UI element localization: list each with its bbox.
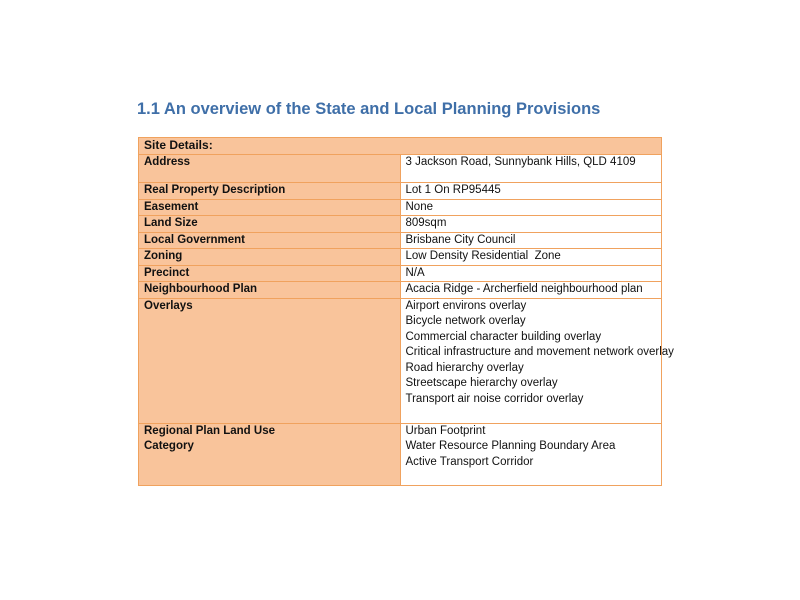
table-row-easement	[139, 199, 662, 216]
overlay-item: Commercial character building overlay	[405, 330, 602, 343]
table-row-real-property	[139, 183, 662, 200]
row-value-real-property: Lot 1 On RP95445	[400, 183, 662, 200]
regional-plan-item: Urban Footprint	[405, 424, 486, 437]
row-value-precinct: N/A	[400, 265, 662, 282]
row-value-easement: None	[400, 199, 662, 216]
row-label-local-government: Local Government	[139, 232, 401, 249]
table-row-neighbourhood-plan	[139, 282, 662, 299]
regional-plan-label-line: Regional Plan Land Use	[144, 424, 275, 437]
row-value-neighbourhood-plan: Acacia Ridge - Archerfield neighbourhood plan	[400, 282, 662, 299]
overlay-item: Critical infrastructure and movement network overlay	[405, 346, 674, 358]
overlay-item: Road hierarchy overlay	[405, 361, 524, 374]
row-value-local-government: Brisbane City Council	[400, 232, 662, 249]
overlay-item: Transport air noise corridor overlay	[405, 392, 584, 405]
table-row-zoning	[139, 249, 662, 266]
table-row-overlays	[139, 298, 662, 423]
overlay-item: Streetscape hierarchy overlay	[405, 377, 558, 389]
row-label-land-size: Land Size	[139, 216, 401, 233]
row-label-overlays: Overlays	[139, 298, 401, 423]
table-row-precinct	[139, 265, 662, 282]
row-label-easement: Easement	[139, 199, 401, 216]
table-header-row	[139, 138, 662, 155]
row-label-real-property: Real Property Description	[139, 183, 401, 200]
row-label-regional-plan	[139, 423, 401, 485]
table-row-local-government	[139, 232, 662, 249]
regional-plan-item: Active Transport Corridor	[405, 455, 534, 468]
row-value-overlays	[400, 298, 674, 423]
row-label-precinct: Precinct	[139, 265, 401, 282]
table-row-regional-plan	[139, 423, 662, 485]
row-label-neighbourhood-plan: Neighbourhood Plan	[139, 282, 401, 299]
regional-plan-label-line: Category	[144, 440, 194, 452]
row-value-address: 3 Jackson Road, Sunnybank Hills, QLD 4109	[400, 155, 662, 183]
overlay-item: Airport environs overlay	[405, 299, 527, 312]
regional-plan-item: Water Resource Planning Boundary Area	[405, 440, 616, 452]
row-label-address: Address	[139, 155, 401, 183]
page-heading: 1.1 An overview of the State and Local Planning Provisions	[137, 100, 601, 118]
row-value-zoning: Low Density Residential Zone	[400, 249, 662, 266]
table-row-land-size	[139, 216, 662, 233]
row-value-regional-plan	[400, 423, 662, 485]
site-details-title: Site Details:	[139, 138, 662, 155]
row-label-zoning: Zoning	[139, 249, 401, 266]
table-row-address	[139, 155, 662, 183]
overlay-item: Bicycle network overlay	[405, 315, 526, 327]
row-value-land-size: 809sqm	[400, 216, 662, 233]
site-details-table	[138, 137, 674, 486]
